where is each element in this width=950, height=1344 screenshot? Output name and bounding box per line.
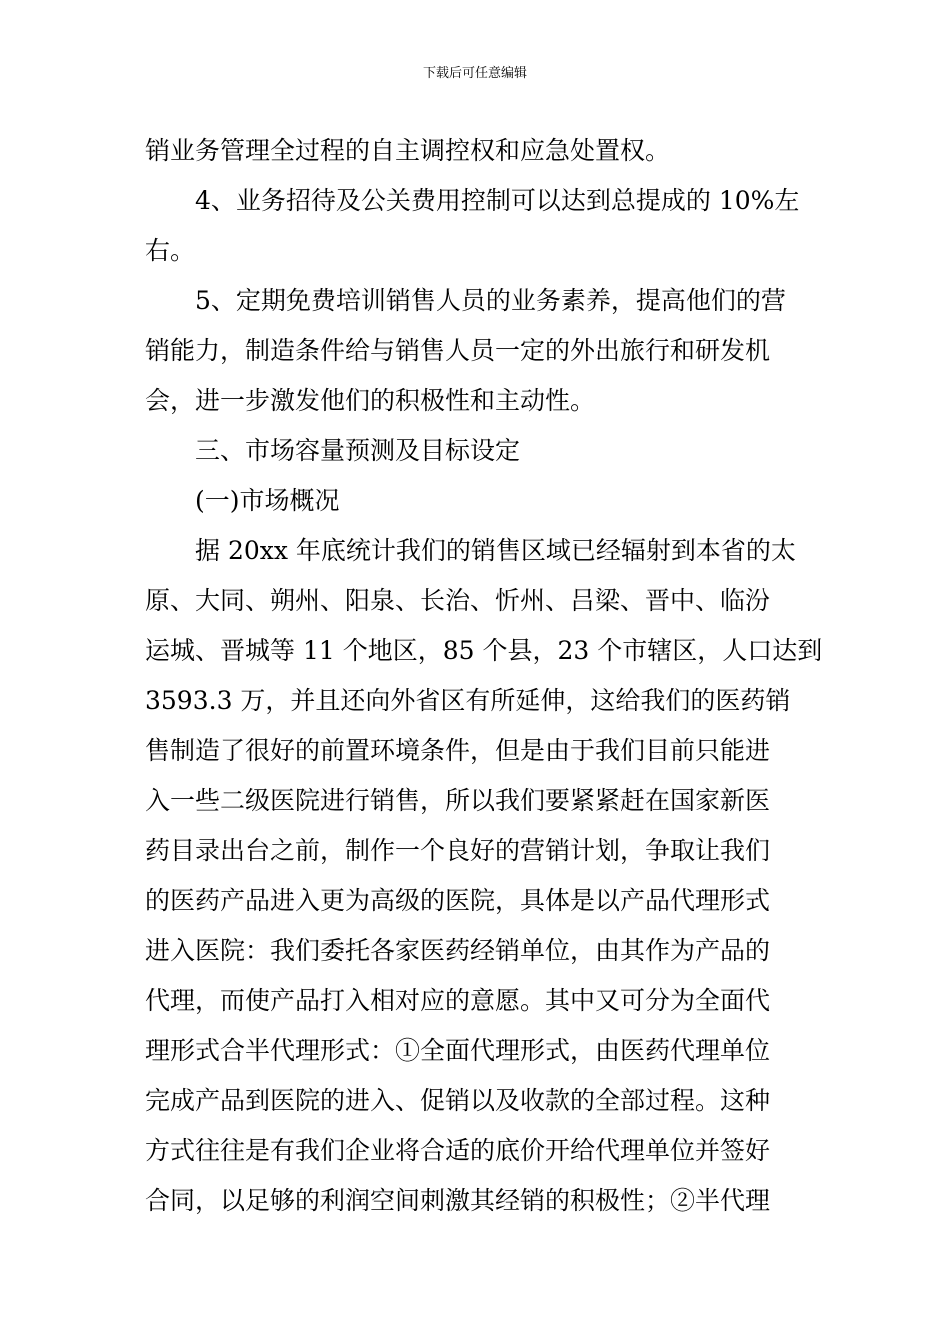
text-line: 代理，而使产品打入相对应的意愿。其中又可分为全面代 (145, 986, 771, 1015)
text-line: 4、业务招待及公关费用控制可以达到总提成的 10%左 (195, 186, 800, 215)
text-line: 销业务管理全过程的自主调控权和应急处置权。 (145, 136, 671, 165)
text-line: 据 20xx 年底统计我们的销售区域已经辐射到本省的太 (195, 536, 796, 565)
text-line: 3593.3 万，并且还向外省区有所延伸，这给我们的医药销 (145, 686, 791, 715)
text-line: 会，进一步激发他们的积极性和主动性。 (145, 386, 596, 415)
text-line: 三、市场容量预测及目标设定 (195, 436, 521, 465)
text-line: 合同，以足够的利润空间刺激其经销的积极性；②半代理 (145, 1186, 771, 1215)
text-line: 运城、晋城等 11 个地区，85 个县，23 个市辖区，人口达到 (145, 636, 823, 665)
text-line: 右。 (145, 236, 196, 265)
page-header: 下载后可任意编辑 (422, 66, 527, 81)
text-line: (一)市场概况 (195, 486, 340, 515)
text-line: 的医药产品进入更为高级的医院，具体是以产品代理形式 (145, 886, 771, 915)
text-line: 完成产品到医院的进入、促销以及收款的全部过程。这种 (145, 1086, 771, 1115)
text-line: 入一些二级医院进行销售，所以我们要紧紧赶在国家新医 (145, 786, 771, 815)
text-line: 进入医院：我们委托各家医药经销单位，由其作为产品的 (145, 936, 771, 965)
text-line: 5、定期免费培训销售人员的业务素养，提高他们的营 (195, 286, 786, 315)
text-line: 方式往往是有我们企业将合适的底价开给代理单位并签好 (145, 1136, 771, 1165)
text-line: 销能力，制造条件给与销售人员一定的外出旅行和研发机 (145, 336, 771, 365)
text-line: 药目录出台之前，制作一个良好的营销计划，争取让我们 (145, 836, 771, 865)
text-line: 原、大同、朔州、阳泉、长治、忻州、吕梁、晋中、临汾 (145, 586, 771, 615)
text-line: 理形式合半代理形式：①全面代理形式，由医药代理单位 (145, 1036, 771, 1065)
text-line: 售制造了很好的前置环境条件，但是由于我们目前只能进 (145, 736, 771, 765)
document-body (145, 126, 823, 1226)
